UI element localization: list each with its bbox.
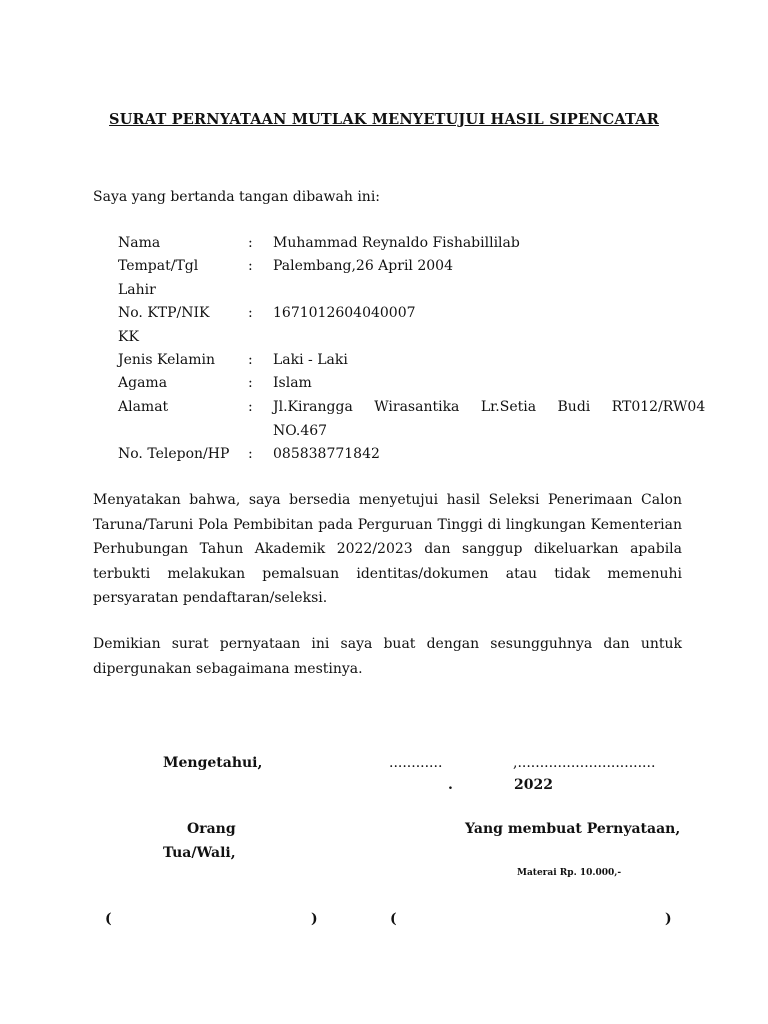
signer-paren-close: )	[665, 911, 672, 927]
field-label: Tempat/Tgl	[118, 258, 199, 274]
acknowledged-label: Mengetahui,	[163, 755, 263, 771]
statement-paragraph: Menyatakan bahwa, saya bersedia menyetujui hasil Seleksi Penerimaan Calon Taruna/Taruni Pola Pembibitan pada Perguruan Tinggi di lingkungan Kementerian Perhubungan Tahun Akademik 2022/2023 dan sanggup dikeluarkan apabila terbukti melakukan pemalsuan identitas/dokumen atau tidak memenuhi persyaratan pendaftaran/seleksi.	[93, 492, 682, 606]
address-line-1: Jl.Kirangga Wirasantika Lr.Setia Budi RT012/RW04	[273, 399, 706, 415]
field-colon: :	[248, 375, 253, 391]
signer-label: Yang membuat Pernyataan,	[465, 821, 681, 837]
intro-text: Saya yang bertanda tangan dibawah ini:	[93, 189, 381, 205]
field-label: Agama	[118, 375, 168, 391]
field-colon: :	[248, 352, 253, 368]
date-placeholder: ,...............................	[513, 755, 656, 771]
field-label: Alamat	[118, 399, 169, 415]
field-value: Palembang,26 April 2004	[273, 258, 453, 274]
field-value: 1671012604040007	[273, 305, 416, 321]
field-label: No. Telepon/HP	[118, 446, 230, 462]
field-colon: :	[248, 235, 253, 251]
field-colon: :	[248, 258, 253, 274]
field-value: Islam	[273, 375, 312, 391]
closing-paragraph: Demikian surat pernyataan ini saya buat dengan sesungguhnya dan untuk dipergunakan sebagaimana mestinya.	[93, 636, 682, 677]
guardian-paren-close: )	[311, 911, 318, 927]
field-label: No. KTP/NIK	[118, 305, 210, 321]
stamp-duty-note: Materai Rp. 10.000,-	[517, 868, 622, 878]
field-value-address	[273, 396, 706, 420]
field-colon: :	[248, 446, 253, 462]
field-label-continued: KK	[118, 328, 139, 345]
document-title: SURAT PERNYATAAN MUTLAK MENYETUJUI HASIL SIPENCATAR	[109, 111, 659, 128]
field-value: Laki - Laki	[273, 352, 348, 368]
field-value: 085838771842	[273, 446, 380, 462]
signature-year: 2022	[514, 777, 553, 793]
field-label-continued: Lahir	[118, 281, 156, 298]
date-dot: .	[448, 777, 453, 793]
field-label: Nama	[118, 235, 161, 251]
field-value: Muhammad Reynaldo Fishabillilab	[273, 235, 520, 251]
guardian-label-continued: Tua/Wali,	[163, 845, 236, 861]
field-colon: :	[248, 399, 253, 415]
field-value-continued: NO.467	[273, 422, 328, 439]
field-colon: :	[248, 305, 253, 321]
place-placeholder: ............	[389, 755, 443, 771]
field-label: Jenis Kelamin	[118, 352, 215, 368]
guardian-paren-open: (	[105, 911, 112, 927]
signer-paren-open: (	[390, 911, 397, 927]
guardian-label: Orang	[187, 821, 236, 837]
